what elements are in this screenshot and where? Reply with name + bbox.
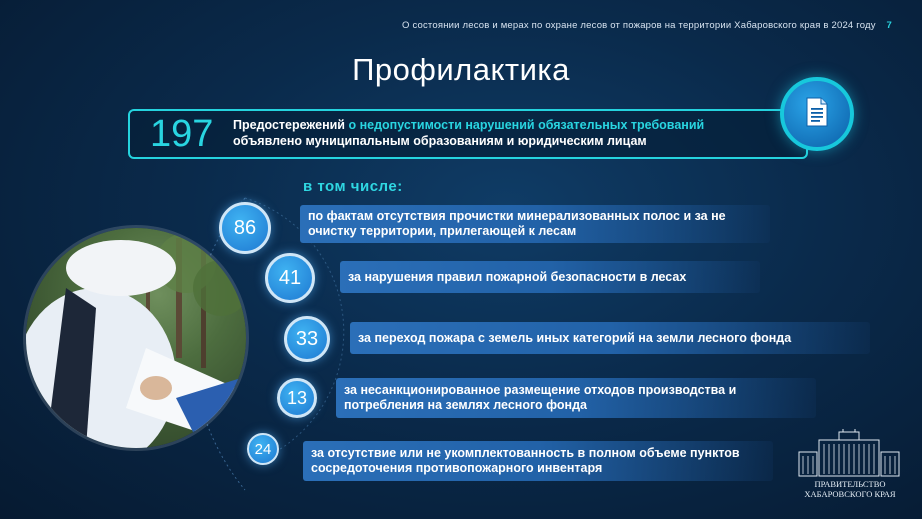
inspector-photo-illustration xyxy=(26,228,246,448)
page-number: 7 xyxy=(886,20,892,31)
summary-line1-highlight: о недопустимости нарушений обязательных требований xyxy=(348,118,705,132)
item-number-2: 41 xyxy=(265,253,315,303)
item-number-4: 13 xyxy=(277,378,317,418)
item-number-3: 33 xyxy=(284,316,330,362)
page-title: Профилактика xyxy=(352,52,570,87)
item-bar-5 xyxy=(303,441,773,481)
item-text-4: за несанкционированное размещение отходов производства и потребления на землях лесного фонда xyxy=(344,383,737,412)
item-bar-1 xyxy=(300,205,770,243)
item-number-1: 86 xyxy=(219,202,271,254)
item-text-5: за отсутствие или не укомплектованность в полном объеме пунктов сосредоточения противопожарного инвентаря xyxy=(311,446,740,475)
summary-line1-plain: Предостережений xyxy=(233,118,349,132)
subheading: в том числе: xyxy=(303,178,403,195)
item-number-5: 24 xyxy=(247,433,279,465)
summary-number: 197 xyxy=(150,113,214,155)
item-bar-3 xyxy=(350,322,870,354)
summary-line2: объявлено муниципальным образованиям и юридическим лицам xyxy=(233,134,647,148)
item-text-3: за переход пожара с земель иных категорий на земли лесного фонда xyxy=(358,330,792,345)
inspector-photo xyxy=(26,228,246,448)
item-bar-2 xyxy=(340,261,760,293)
logo-line-1: ПРАВИТЕЛЬСТВО xyxy=(814,479,886,489)
item-bar-4 xyxy=(336,378,816,418)
item-text-1: по фактам отсутствия прочистки минерализованных полос и за не очистку территории, прилегающей к лесам xyxy=(308,209,726,238)
header-text: О состоянии лесов и мерах по охране лесов от пожаров на территории Хабаровского края в 2024 году xyxy=(402,20,876,31)
government-logo-text xyxy=(790,479,910,499)
logo-line-2: ХАБАРОВСКОГО КРАЯ xyxy=(804,489,896,499)
item-text-2: за нарушения правил пожарной безопасности в лесах xyxy=(348,269,687,284)
